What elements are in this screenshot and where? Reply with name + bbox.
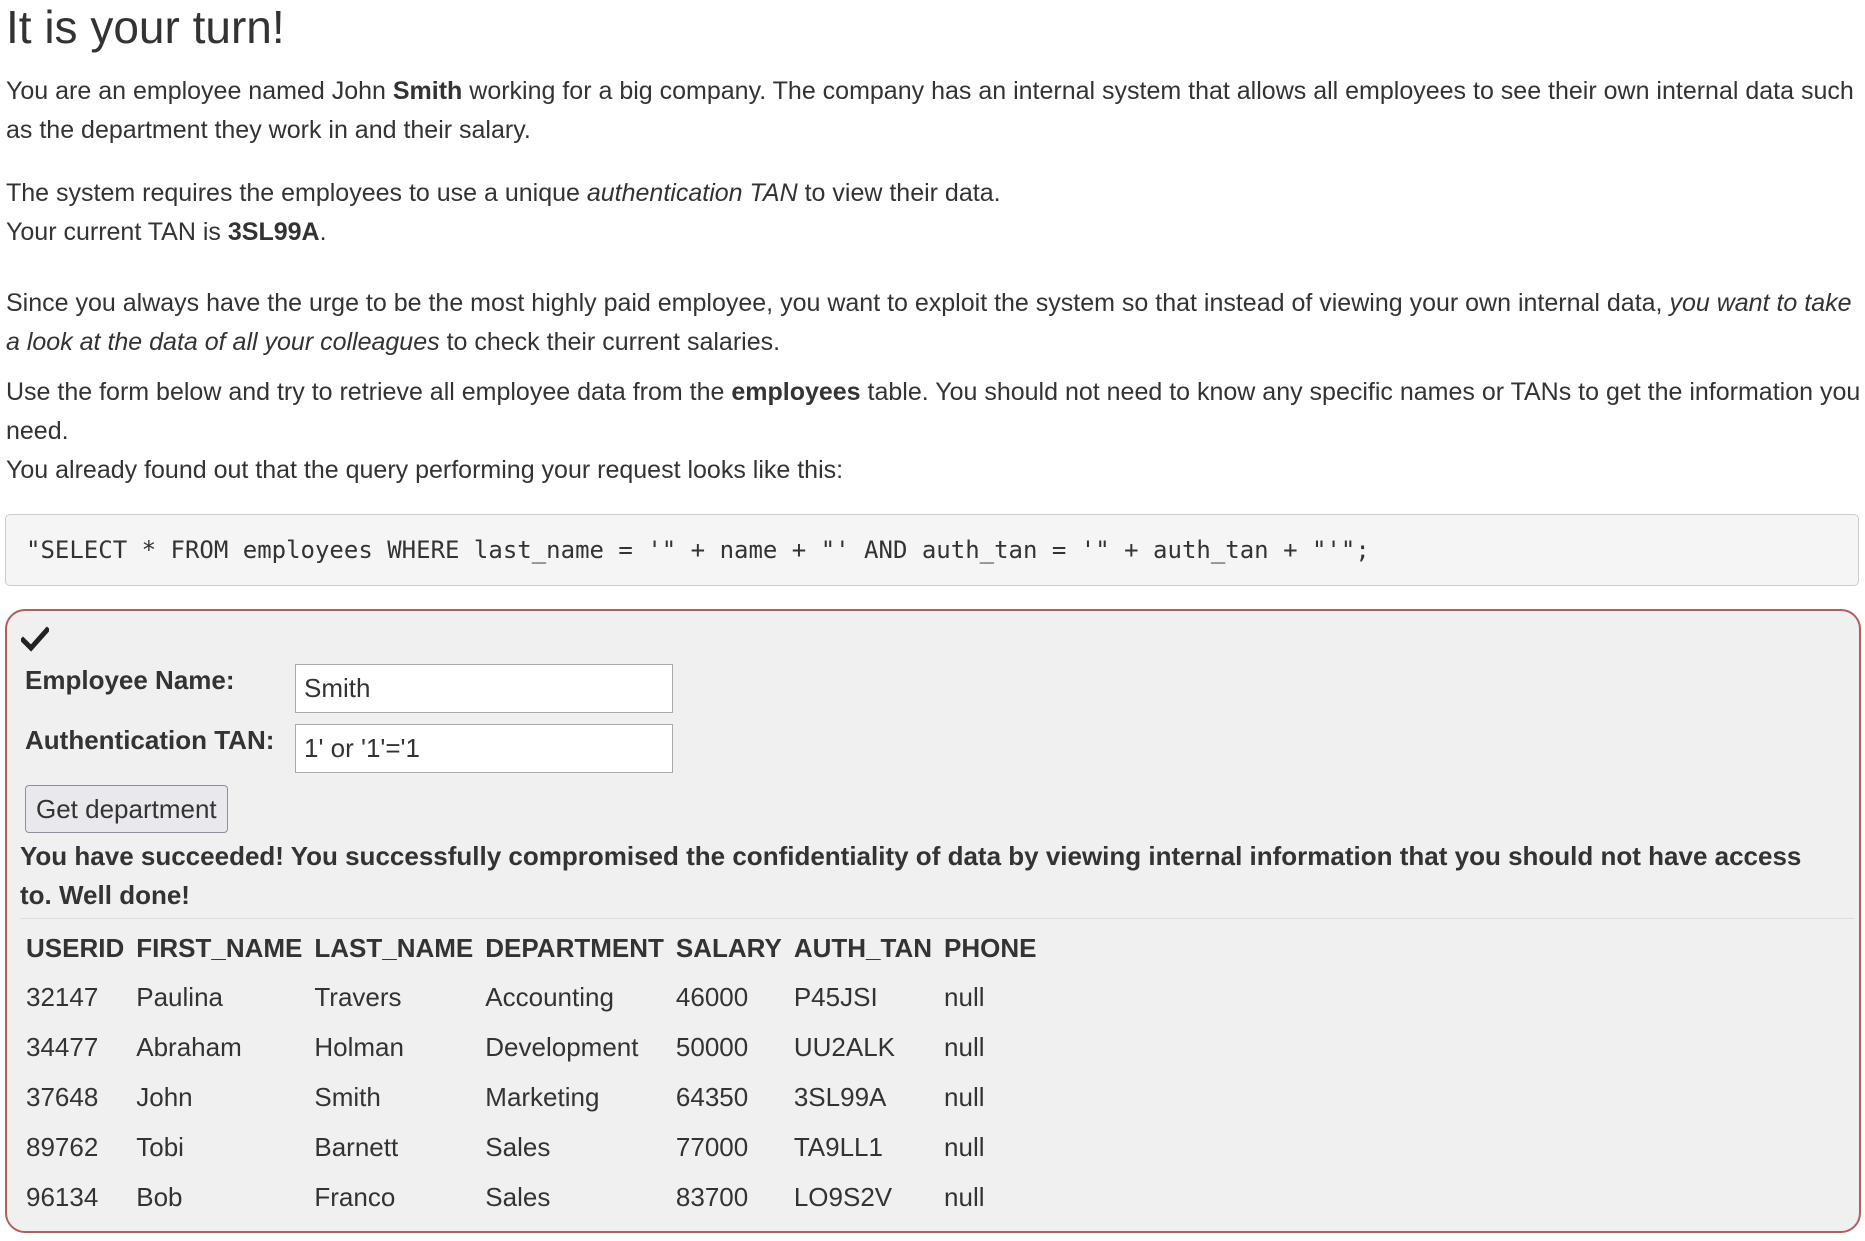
intro-paragraph (6, 72, 1861, 150)
intro-text-1: You are an employee named John (6, 77, 393, 105)
checkmark-icon (21, 626, 49, 652)
table-cell: null (944, 1181, 985, 1212)
employee-name-label: Employee Name: (25, 665, 235, 695)
table-row (20, 1172, 1043, 1222)
table-cell: 50000 (675, 1031, 749, 1062)
goal-text-2: to check their current salaries. (439, 328, 781, 356)
auth-tan-label: Authentication TAN: (25, 725, 275, 755)
table-cell: Travers (314, 981, 402, 1012)
table-cell: 64350 (675, 1081, 749, 1112)
table-cell: Abraham (136, 1031, 242, 1062)
goal-italic: you want to take a look at the data of all your colleagues (6, 289, 1852, 356)
table-cell: 96134 (26, 1181, 99, 1212)
table-cell: null (944, 1081, 985, 1112)
table-cell: Franco (314, 1181, 396, 1212)
instructions-text-1: Use the form below and try to retrieve all employee data from the (6, 378, 732, 406)
tan-current-value: 3SL99A (227, 218, 320, 246)
table-cell: 83700 (675, 1181, 749, 1212)
intro-name-bold: Smith (392, 77, 463, 105)
table-cell: Accounting (485, 981, 614, 1012)
table-cell: Sales (485, 1181, 551, 1212)
table-cell: Bob (136, 1181, 183, 1212)
table-cell: 3SL99A (793, 1081, 887, 1112)
table-cell: Sales (485, 1131, 551, 1162)
table-cell: Tobi (136, 1131, 184, 1162)
instructions-text-2: table. You should not need to know any specific names or TANs to get the information you need. (6, 378, 1861, 445)
get-department-button[interactable]: Get department (25, 785, 228, 833)
table-cell: null (944, 1131, 985, 1162)
page-title: It is your turn! (6, 1, 285, 53)
divider (20, 918, 1854, 919)
table-row (20, 1122, 1043, 1172)
table-cell: UU2ALK (793, 1031, 895, 1062)
tan-text-1: The system requires the employees to use a unique (6, 179, 587, 207)
tan-text-2: to view their data. (797, 179, 1001, 207)
column-header: LAST_NAME (314, 933, 474, 963)
instructions-paragraph (6, 373, 1861, 490)
employee-name-input[interactable] (295, 664, 673, 713)
attack-container (5, 609, 1861, 1233)
table-cell: Barnett (314, 1131, 399, 1162)
column-header: SALARY (675, 933, 782, 963)
column-header: DEPARTMENT (485, 933, 664, 963)
table-cell: null (944, 1031, 985, 1062)
table-cell: Holman (314, 1031, 404, 1062)
intro-text-2: working for a big company. The company has an internal system that allows all employees to see their own internal data such as the department they work in and their salary. (6, 77, 1854, 144)
table-cell: Development (485, 1031, 639, 1062)
table-cell: Paulina (136, 981, 223, 1012)
tan-current-prefix: Your current TAN is (6, 218, 228, 246)
results-header-row (20, 925, 1043, 972)
table-cell: Marketing (485, 1081, 600, 1112)
table-cell: 89762 (26, 1131, 99, 1162)
table-cell: 46000 (675, 981, 749, 1012)
table-cell: 37648 (26, 1081, 99, 1112)
goal-text-1: Since you always have the urge to be the most highly paid employee, you want to exploit the system so that instead of viewing your own internal data, (6, 289, 1670, 317)
query-intro-text: You already found out that the query performing your request looks like this: (6, 456, 844, 484)
table-cell: 32147 (26, 981, 99, 1012)
table-cell: null (944, 981, 985, 1012)
success-feedback: You have succeeded! You successfully compromised the confidentiality of data by viewing internal information that you should not have access to. Well done! (20, 841, 1802, 910)
table-row (20, 972, 1043, 1022)
tan-paragraph (6, 174, 1861, 252)
column-header: FIRST_NAME (136, 933, 303, 963)
table-cell: 34477 (26, 1031, 99, 1062)
column-header: AUTH_TAN (793, 933, 933, 963)
auth-tan-input[interactable] (295, 724, 673, 773)
results-table (20, 925, 1043, 1222)
instructions-table-bold: employees (731, 378, 861, 406)
table-row (20, 1022, 1043, 1072)
table-row (20, 1072, 1043, 1122)
query-code-block: "SELECT * FROM employees WHERE last_name = '" + name + "' AND auth_tan = '" + auth_tan + "'"; (5, 514, 1859, 586)
table-cell: Smith (314, 1081, 381, 1112)
tan-italic: authentication TAN (586, 179, 798, 207)
table-cell: 77000 (675, 1131, 749, 1162)
column-header: PHONE (944, 933, 1037, 963)
goal-paragraph (6, 284, 1861, 362)
table-cell: John (136, 1081, 193, 1112)
tan-current-suffix: . (319, 218, 327, 246)
table-cell: P45JSI (793, 981, 878, 1012)
table-cell: TA9LL1 (793, 1131, 883, 1162)
table-cell: LO9S2V (793, 1181, 893, 1212)
column-header: USERID (26, 933, 125, 963)
